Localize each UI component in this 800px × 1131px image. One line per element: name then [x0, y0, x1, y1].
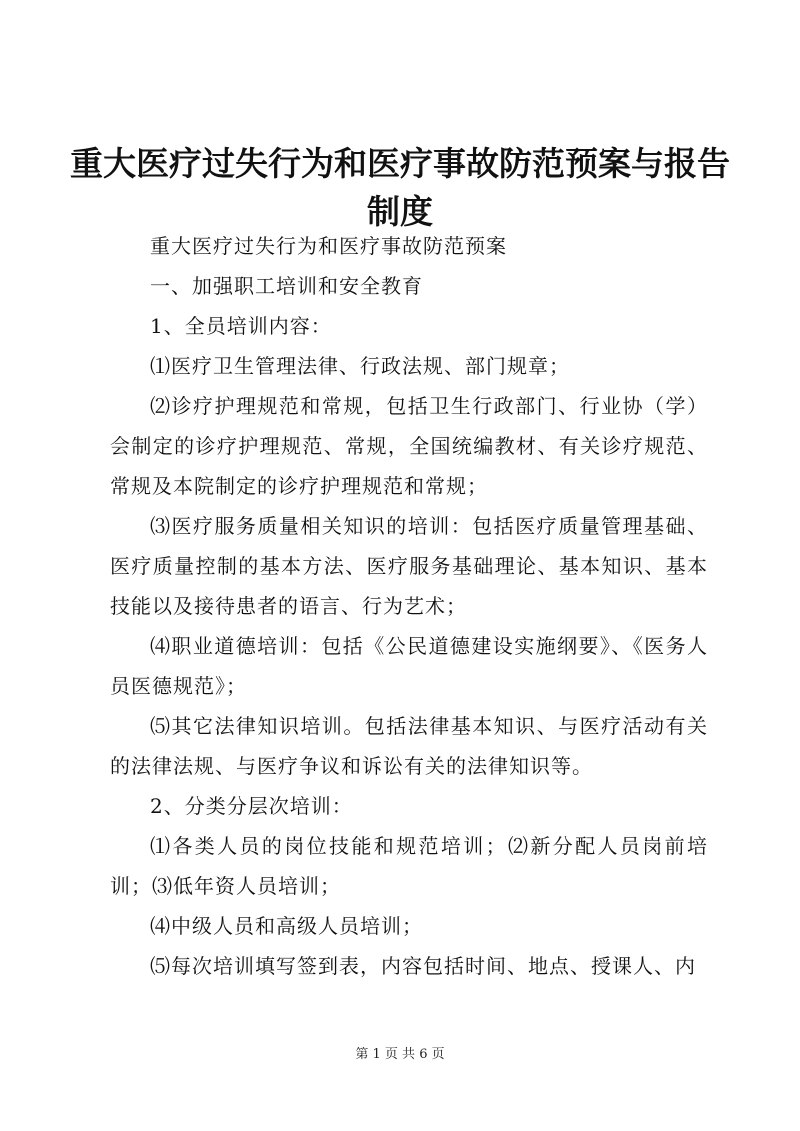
- paragraph: ⑸每次培训填写签到表，内容包括时间、地点、授课人、内: [150, 954, 696, 978]
- paragraph: ⑶医疗服务质量相关知识的培训：包括医疗质量管理基础、医疗质量控制的基本方法、医疗服务基础理论、基本知识、基本技能以及接待患者的语言、行为艺术；: [110, 514, 708, 618]
- paragraph-item-heading: 2、分类分层次培训：: [150, 794, 353, 818]
- paragraph-subtitle: 重大医疗过失行为和医疗事故防范预案: [150, 234, 507, 258]
- paragraph-section-heading: 一、加强职工培训和安全教育: [150, 274, 423, 298]
- paragraph: ⑸其它法律知识培训。包括法律基本知识、与医疗活动有关的法律法规、与医疗争议和诉讼有关的法律知识等。: [110, 714, 708, 778]
- paragraph-item-heading: 1、全员培训内容：: [150, 314, 332, 338]
- paragraph: ⑵诊疗护理规范和常规，包括卫生行政部门、行业协（学）会制定的诊疗护理规范、常规，全国统编教材、有关诊疗规范、常规及本院制定的诊疗护理规范和常规；: [110, 394, 708, 498]
- paragraph: ⑷职业道德培训：包括《公民道德建设实施纲要》、《医务人员医德规范》；: [110, 634, 708, 698]
- paragraph: ⑴各类人员的岗位技能和规范培训；⑵新分配人员岗前培训；⑶低年资人员培训；: [110, 834, 708, 898]
- paragraph: ⑷中级人员和高级人员培训；: [150, 914, 423, 938]
- page-footer: 第 1 页 共 6 页: [355, 1047, 445, 1062]
- document-body: [110, 226, 708, 986]
- document-title: 重大医疗过失行为和医疗事故防范预案与报告制度: [70, 144, 730, 231]
- paragraph: ⑴医疗卫生管理法律、行政法规、部门规章；: [150, 354, 570, 378]
